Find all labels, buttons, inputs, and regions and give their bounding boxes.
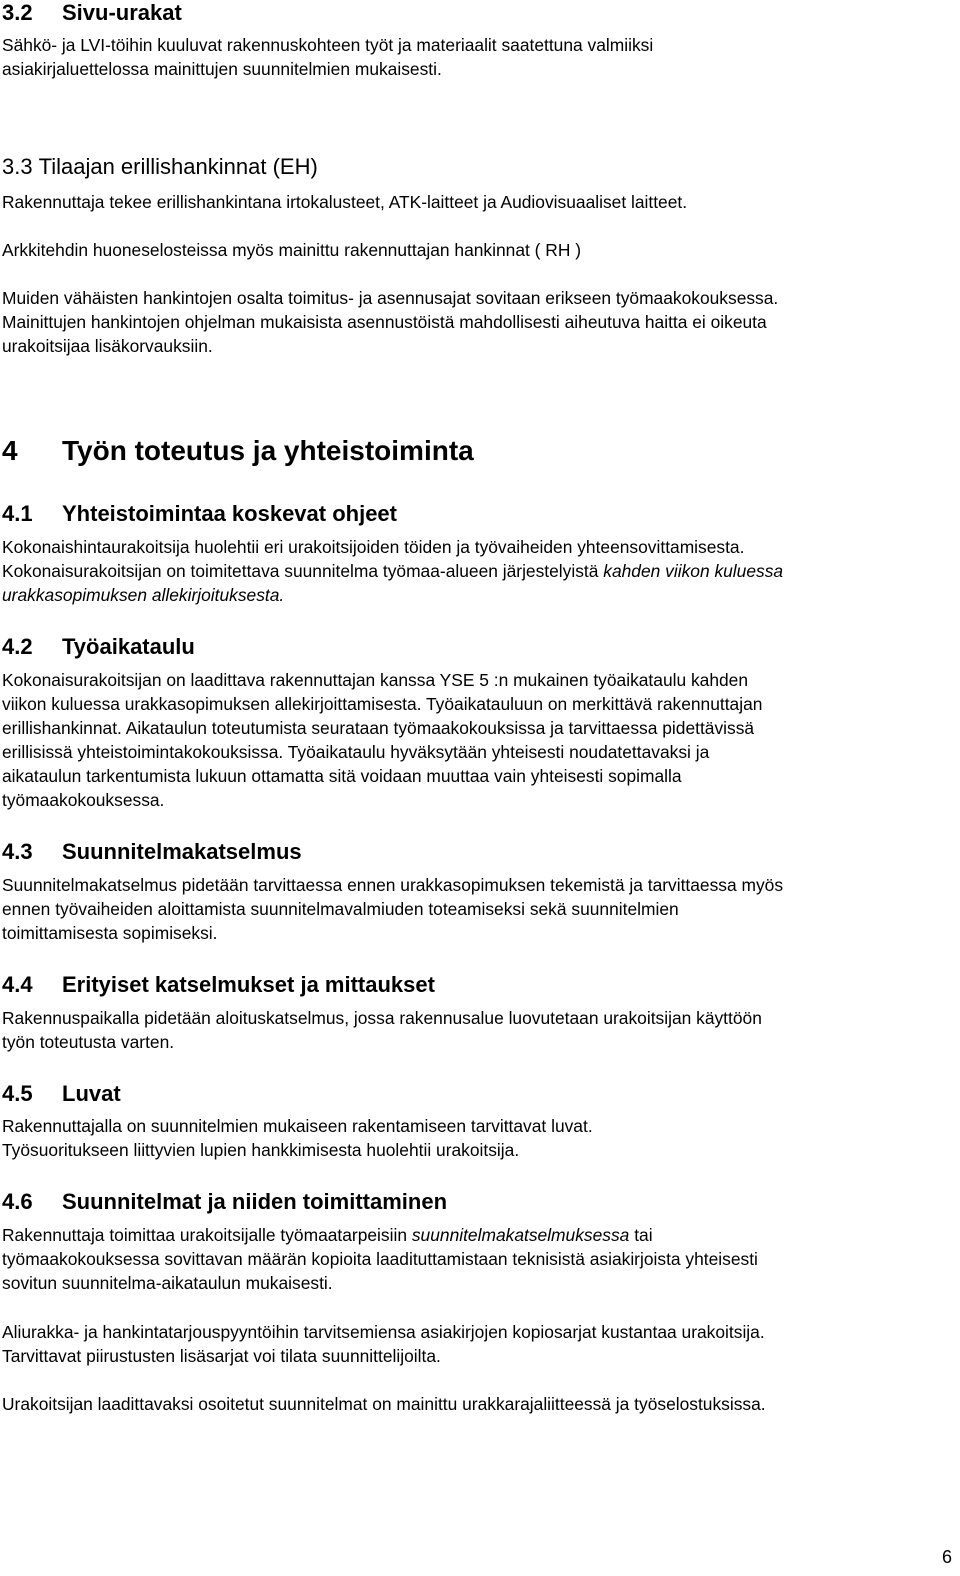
heading-4-1 [2,501,952,527]
text-line: Rakennuspaikalla pidetään aloituskatselmus, jossa rakennusalue luovutetaan urakoitsijan käyttöön [2,1008,762,1028]
text-line: Aliurakka- ja hankintatarjouspyyntöihin tarvitsemiensa asiakirjojen kopiosarjat kustantaa urakoitsija. [2,1322,765,1342]
heading-number: 4 [2,435,18,466]
text-line: aikataulun tarkentumista lukuun ottamatta sitä voidaan muuttaa vain yhteisesti sopimalla [2,766,682,786]
text-line: sovitun suunnitelma-aikataulun mukaisesti. [2,1273,333,1293]
heading-title: Yhteistoimintaa koskevat ohjeet [62,501,397,526]
text-line: Suunnitelmakatselmus pidetään tarvittaessa ennen urakkasopimuksen tekemistä ja tarvittaessa myös [2,875,784,895]
text-line [2,1223,952,1247]
paragraph-4-4 [2,1006,952,1054]
text-line: Työsuoritukseen liittyvien lupien hankkimisesta huolehtii urakoitsija. [2,1140,520,1160]
heading-title: Suunnitelmat ja niiden toimittaminen [62,1189,448,1214]
text-line: ennen työvaiheiden aloittamista suunnitelmavalmiuden toteamiseksi sekä suunnitelmien [2,899,679,919]
paragraph-4-5 [2,1114,952,1162]
heading-title: Erityiset katselmukset ja mittaukset [62,972,435,997]
text-line: työmaakokouksessa sovittavan määrän kopioita laadituttamistaan teknisistä asiakirjoista yhteisesti [2,1249,758,1269]
text-line: Tarvittavat piirustusten lisäsarjat voi tilata suunnittelijoilta. [2,1346,441,1366]
italic-text: suunnitelmakatselmuksessa [411,1225,630,1245]
text-line: Sähkö- ja LVI-töihin kuuluvat rakennuskohteen työt ja materiaalit saatettuna valmiiksi [2,35,654,55]
heading-title: Sivu-urakat [62,0,182,25]
paragraph-3-2 [2,33,952,81]
text-line: Kokonaishintaurakoitsija huolehtii eri urakoitsijoiden töiden ja työvaiheiden yhteensovittamisesta. [2,537,745,557]
heading-title: Työn toteutus ja yhteistoiminta [62,435,474,466]
text-line [2,559,952,583]
text-line: Kokonaisurakoitsijan on laadittava rakennuttajan kanssa YSE 5 :n mukainen työaikataulu kahden [2,670,749,690]
italic-text: urakkasopimuksen allekirjoituksesta. [2,585,285,605]
heading-number: 4.2 [2,634,33,659]
paragraph-4-2 [2,668,952,812]
heading-4-4 [2,972,952,998]
heading-3-3 [2,154,952,180]
heading-number: 3.3 [2,154,33,179]
heading-title: Tilaajan erillishankinnat (EH) [38,154,318,179]
heading-number: 4.3 [2,839,33,864]
text-line: Rakennuttajalla on suunnitelmien mukaiseen rakentamiseen tarvittavat luvat. [2,1116,593,1136]
italic-text: kahden viikon kuluessa [603,561,784,581]
text-line: toimittamisesta sopimiseksi. [2,923,218,943]
paragraph-4-6 [2,1223,952,1295]
heading-4-5 [2,1081,952,1107]
text-run: tai [629,1225,653,1245]
paragraph-4-6-c [2,1392,952,1416]
paragraph-4-6-b [2,1320,952,1368]
text-line: erillishankinnat. Aikataulun toteutumista seurataan työmaakokouksissa ja tarvittaessa pidettävissä [2,718,755,738]
heading-number: 4.5 [2,1081,33,1106]
paragraph-4-3 [2,873,952,945]
heading-4-6 [2,1189,952,1215]
text-line: viikon kuluessa urakkasopimuksen allekirjoittamisesta. Työaikatauluun on merkittävä rakennuttajan [2,694,763,714]
heading-number: 4.4 [2,972,33,997]
paragraph-3-3 [2,190,952,262]
heading-number: 4.1 [2,501,33,526]
heading-number: 3.2 [2,0,33,25]
text-line: Mainittujen hankintojen ohjelman mukaisista asennustöistä mahdollisesti aiheutuva haitta ei oikeuta [2,312,767,332]
text-line: erillisissä yhteistoimintakokouksissa. Työaikataulu hyväksytään yhteisesti noudatettavaksi ja [2,742,710,762]
text-line: Arkkitehdin huoneselosteissa myös mainittu rakennuttajan hankinnat ( RH ) [2,240,582,260]
paragraph-4-1 [2,535,952,607]
text-line: Urakoitsijan laadittavaksi osoitetut suunnitelmat on mainittu urakkarajaliitteessä ja työselostuksissa. [2,1394,766,1414]
text-line: urakoitsijaa lisäkorvauksiin. [2,336,213,356]
text-line [2,583,952,607]
heading-number: 4.6 [2,1189,33,1214]
heading-4 [2,435,952,467]
heading-title: Työaikataulu [62,634,195,659]
text-line: työmaakokouksessa. [2,790,165,810]
text-line: Rakennuttaja tekee erillishankintana irtokalusteet, ATK-laitteet ja Audiovisuaaliset laitteet. [2,192,688,212]
heading-3-2 [2,0,952,26]
heading-title: Luvat [62,1081,121,1106]
text-line: asiakirjaluettelossa mainittujen suunnitelmien mukaisesti. [2,59,442,79]
paragraph-3-3-b [2,286,952,358]
text-line: työn toteutusta varten. [2,1032,175,1052]
heading-4-3 [2,839,952,865]
text-line: Muiden vähäisten hankintojen osalta toimitus- ja asennusajat sovitaan erikseen työmaakokouksessa. [2,288,779,308]
heading-4-2 [2,634,952,660]
page-number: 6 [941,1547,952,1567]
heading-title: Suunnitelmakatselmus [62,839,302,864]
text-run: Rakennuttaja toimittaa urakoitsijalle työmaatarpeisiin [2,1225,412,1245]
text-run: Kokonaisurakoitsijan on toimitettava suunnitelma työmaa-alueen järjestelyistä [2,561,604,581]
